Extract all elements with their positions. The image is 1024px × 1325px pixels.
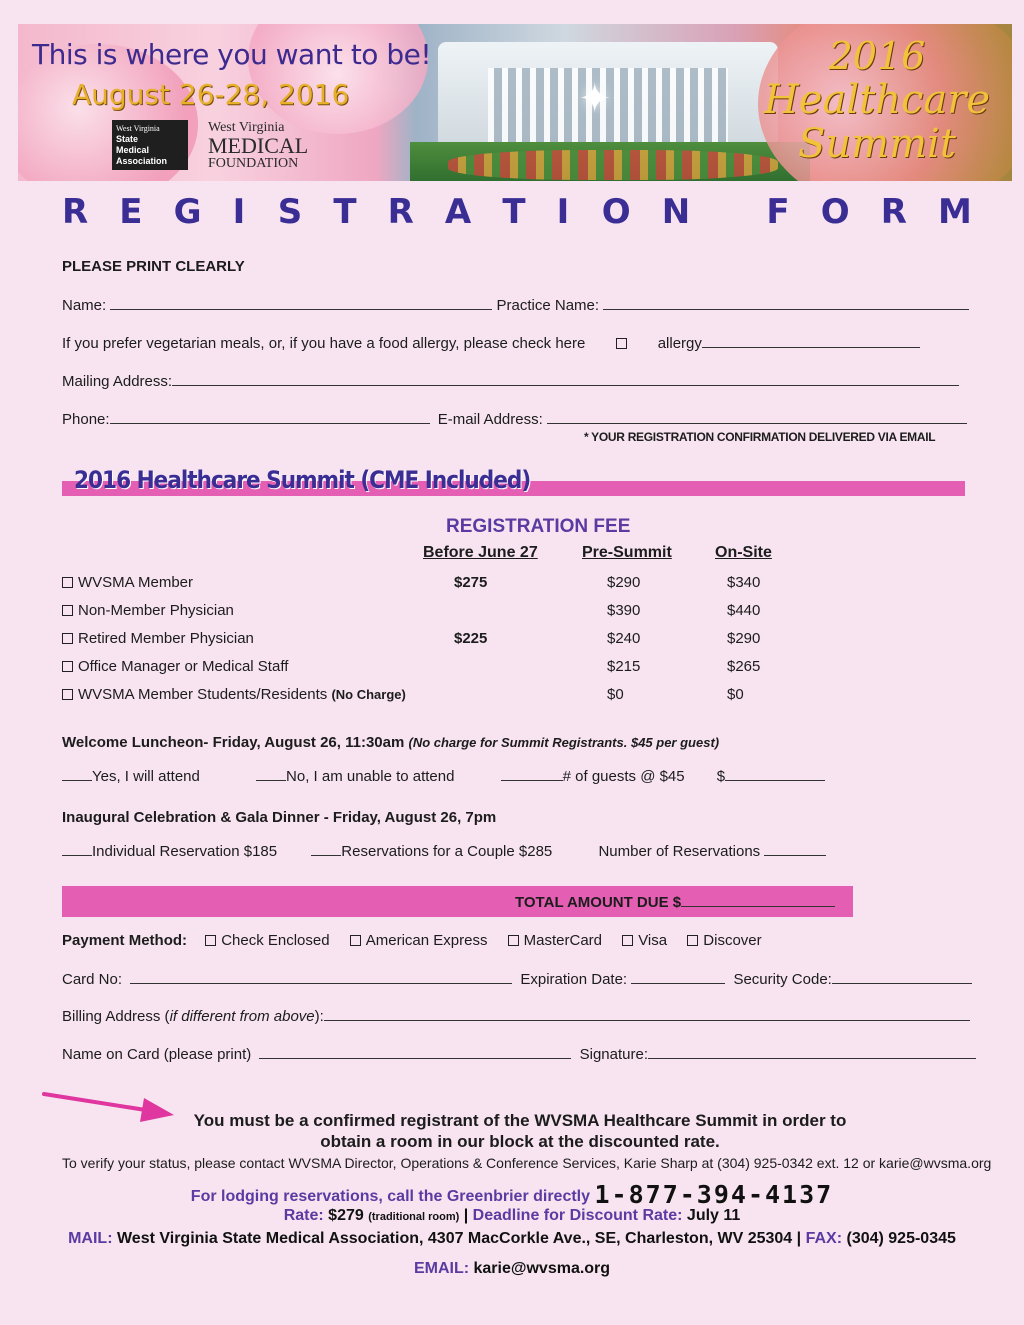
rate-info: Rate: $279 (traditional room) | Deadline for Discount Rate: July 11	[283, 1207, 741, 1224]
deadline-value: July 11	[686, 1207, 741, 1224]
notice-line: You must be a confirmed registrant of the WVSMA Healthcare Summit in order to	[193, 1111, 847, 1130]
logo-line: MEDICAL	[208, 133, 309, 158]
fee-checkbox[interactable]	[62, 661, 73, 672]
title-letter: I	[232, 192, 246, 232]
deadline-label: Deadline for Discount Rate:	[472, 1207, 683, 1224]
payment-option: MasterCard	[523, 932, 603, 949]
sparkle-icon: ✦	[578, 77, 612, 121]
summit-title	[764, 34, 990, 166]
fax-value: (304) 925-0345	[846, 1230, 956, 1247]
logo-line: Association	[116, 156, 168, 166]
gala-title: Inaugural Celebration & Gala Dinner - Friday, August 26, 7pm	[62, 809, 497, 826]
lodging-phone: 1-877-394-4137	[594, 1180, 834, 1209]
signature-field[interactable]	[648, 1045, 976, 1059]
signature-label: Signature:	[579, 1046, 648, 1063]
visa-checkbox[interactable]	[622, 935, 633, 946]
meal-row	[62, 334, 920, 352]
title-letter: R	[387, 192, 414, 232]
fee-on-site: $290	[727, 630, 761, 647]
payment-method-label: Payment Method:	[62, 932, 188, 949]
column-header-pre-summit: Pre-Summit	[582, 544, 672, 561]
mail-info: MAIL: West Virginia State Medical Association, 4307 MacCorkle Ave., SE, Charleston, WV 25304 | FAX: (304) 925-0345	[68, 1230, 956, 1247]
title-letter: N	[661, 192, 691, 232]
couple-reservation-field[interactable]	[311, 842, 341, 856]
fee-checkbox[interactable]	[62, 577, 73, 588]
logo-line: Medical	[116, 145, 150, 155]
name-on-card-row	[62, 1045, 976, 1063]
fee-name: Retired Member Physician	[78, 630, 254, 647]
billing-address-field[interactable]	[324, 1007, 970, 1021]
fee-checkbox[interactable]	[62, 605, 73, 616]
flowerbed-image	[448, 150, 778, 180]
mastercard-checkbox[interactable]	[508, 935, 519, 946]
email-contact-link[interactable]: karie@wvsma.org	[473, 1260, 611, 1277]
card-no-label: Card No:	[62, 971, 123, 988]
fee-on-site: $265	[727, 658, 761, 675]
form-title	[62, 192, 972, 232]
phone-field[interactable]	[110, 410, 430, 424]
allergy-field[interactable]	[702, 334, 920, 348]
title-letter: F	[766, 192, 790, 232]
logo-line: West Virginia	[116, 124, 160, 133]
billing-label: Billing Address (	[62, 1008, 170, 1025]
name-row	[62, 296, 969, 314]
guests-dollar-label: $	[716, 768, 726, 785]
print-clearly-note: PLEASE PRINT CLEARLY	[62, 258, 245, 275]
fax-label: FAX:	[805, 1230, 843, 1247]
guests-label: # of guests @ $45	[562, 768, 685, 785]
email-label: E-mail Address:	[437, 411, 543, 428]
rate-label: Rate:	[283, 1207, 324, 1224]
allergy-label: allergy	[657, 335, 702, 352]
fee-checkbox[interactable]	[62, 633, 73, 644]
guests-amount-field[interactable]	[725, 767, 825, 781]
payment-option: Visa	[638, 932, 668, 949]
security-code-label: Security Code:	[733, 971, 832, 988]
registration-fee-heading: REGISTRATION FEE	[446, 516, 631, 537]
guests-count-field[interactable]	[501, 767, 563, 781]
fee-pre-summit: $390	[607, 602, 641, 619]
email-info	[0, 1260, 1024, 1278]
fee-on-site: $440	[727, 602, 761, 619]
american-express-checkbox[interactable]	[350, 935, 361, 946]
card-no-field[interactable]	[130, 970, 512, 984]
expiration-field[interactable]	[631, 970, 725, 984]
fee-name: WVSMA Member Students/Residents	[78, 686, 332, 703]
summit-line: Summit	[798, 121, 956, 167]
payment-method-row	[62, 932, 762, 949]
mail-address: West Virginia State Medical Association, 4307 MacCorkle Ave., SE, Charleston, WV 25304	[116, 1230, 793, 1247]
banner-dates: August 26-28, 2016	[72, 78, 350, 111]
fee-name: Non-Member Physician	[78, 602, 234, 619]
luncheon-yes-label: Yes, I will attend	[92, 768, 200, 785]
fee-pre-summit: $0	[607, 686, 624, 703]
mailing-address-field[interactable]	[172, 372, 959, 386]
expiration-label: Expiration Date:	[520, 971, 628, 988]
title-letter: T	[333, 192, 357, 232]
fee-name: Office Manager or Medical Staff	[78, 658, 289, 675]
individual-reservation-label: Individual Reservation $185	[92, 843, 278, 860]
individual-reservation-field[interactable]	[62, 842, 92, 856]
title-letter: A	[444, 192, 472, 232]
name-on-card-field[interactable]	[259, 1045, 571, 1059]
total-amount-bar	[62, 886, 853, 917]
summit-line: Healthcare	[763, 77, 990, 123]
rate-value: $279	[328, 1207, 364, 1224]
billing-label-end: ):	[314, 1008, 324, 1025]
fee-row-office-manager	[62, 658, 822, 682]
billing-row	[62, 1007, 970, 1025]
payment-option: Check Enclosed	[221, 932, 330, 949]
luncheon-note: (No charge for Summit Registrants. $45 per guest)	[408, 735, 720, 750]
title-letter: O	[820, 192, 850, 232]
notice-line: obtain a room in our block at the discounted rate.	[320, 1132, 720, 1151]
discover-checkbox[interactable]	[687, 935, 698, 946]
title-letter: T	[502, 192, 526, 232]
practice-name-field[interactable]	[603, 296, 969, 310]
title-letter: I	[556, 192, 570, 232]
phone-label: Phone:	[62, 411, 110, 428]
luncheon-yes-field[interactable]	[62, 767, 92, 781]
summit-year: 2016	[828, 34, 926, 78]
fee-row-non-member	[62, 602, 822, 626]
wv-medical-foundation-logo	[208, 120, 308, 172]
fee-row-students	[62, 686, 822, 710]
luncheon-title: Welcome Luncheon- Friday, August 26, 11:30am	[62, 734, 405, 751]
fee-pre-summit: $240	[607, 630, 641, 647]
fee-before: $225	[454, 630, 488, 647]
vegetarian-checkbox[interactable]	[616, 338, 627, 349]
fee-on-site: $0	[727, 686, 744, 703]
luncheon-options-row	[62, 767, 825, 785]
title-letter: G	[173, 192, 202, 232]
logo-line: FOUNDATION	[208, 156, 299, 171]
fee-name-suffix: (No Charge)	[331, 687, 406, 702]
email-contact-label: EMAIL:	[413, 1260, 470, 1277]
title-letter: M	[937, 192, 972, 232]
payment-option: Discover	[703, 932, 762, 949]
number-of-reservations-field[interactable]	[764, 842, 826, 856]
name-field[interactable]	[110, 296, 492, 310]
number-of-reservations-label: Number of Reservations	[598, 843, 761, 860]
vegetarian-text: If you prefer vegetarian meals, or, if you have a food allergy, please check here	[62, 335, 586, 352]
column-header-on-site: On-Site	[715, 544, 772, 561]
fee-on-site: $340	[727, 574, 761, 591]
fee-checkbox[interactable]	[62, 689, 73, 700]
luncheon-no-field[interactable]	[256, 767, 286, 781]
card-row	[62, 970, 972, 988]
wvsma-logo	[112, 120, 188, 170]
check-enclosed-checkbox[interactable]	[205, 935, 216, 946]
luncheon-no-label: No, I am unable to attend	[286, 768, 455, 785]
section-title: 2016 Healthcare Summit (CME Included)	[74, 466, 531, 494]
name-on-card-label: Name on Card (please print)	[62, 1046, 252, 1063]
security-code-field[interactable]	[832, 970, 972, 984]
total-amount-label: TOTAL AMOUNT DUE $	[515, 894, 682, 911]
fee-name: WVSMA Member	[78, 574, 194, 591]
title-letter: S	[277, 192, 303, 232]
logo-line: State	[116, 134, 139, 144]
name-label: Name:	[62, 297, 107, 314]
verify-status-text: To verify your status, please contact WVSMA Director, Operations & Conference Services, Karie Sharp at (304) 925-0342 ext. 12 or karie@wvsma.org	[62, 1155, 992, 1171]
payment-option: American Express	[365, 932, 488, 949]
total-amount-field[interactable]	[681, 893, 835, 907]
total-amount-row	[515, 893, 835, 911]
banner-tagline: This is where you want to be!	[32, 38, 432, 71]
rate-note: (traditional room)	[368, 1211, 460, 1223]
luncheon-title-row	[62, 734, 719, 751]
title-letter: R	[62, 192, 89, 232]
title-letter	[721, 192, 735, 232]
fee-row-retired-member	[62, 630, 822, 654]
confirmation-note: * YOUR REGISTRATION CONFIRMATION DELIVERED VIA EMAIL	[584, 430, 936, 444]
title-letter: E	[119, 192, 143, 232]
lodging-text: For lodging reservations, call the Greenbrier directly	[190, 1188, 591, 1205]
fee-pre-summit: $215	[607, 658, 641, 675]
mail-label: MAIL:	[68, 1230, 113, 1247]
column-header-before: Before June 27	[423, 544, 538, 561]
logo-line: West Virginia	[208, 120, 285, 135]
mailing-row	[62, 372, 959, 390]
gala-options-row	[62, 842, 826, 860]
fee-pre-summit: $290	[607, 574, 641, 591]
fee-row-wvsma-member	[62, 574, 822, 598]
lodging-info	[0, 1180, 1024, 1209]
mailing-address-label: Mailing Address:	[62, 373, 173, 390]
phone-row	[62, 410, 967, 428]
billing-label-italic: if different from above	[169, 1008, 315, 1025]
title-letter: R	[880, 192, 907, 232]
fee-before: $275	[454, 574, 488, 591]
practice-name-label: Practice Name:	[496, 297, 600, 314]
couple-reservation-label: Reservations for a Couple $285	[341, 843, 553, 860]
title-letter: O	[601, 192, 631, 232]
email-field[interactable]	[547, 410, 967, 424]
header-banner	[18, 24, 1012, 181]
confirmed-registrant-notice	[130, 1110, 910, 1152]
